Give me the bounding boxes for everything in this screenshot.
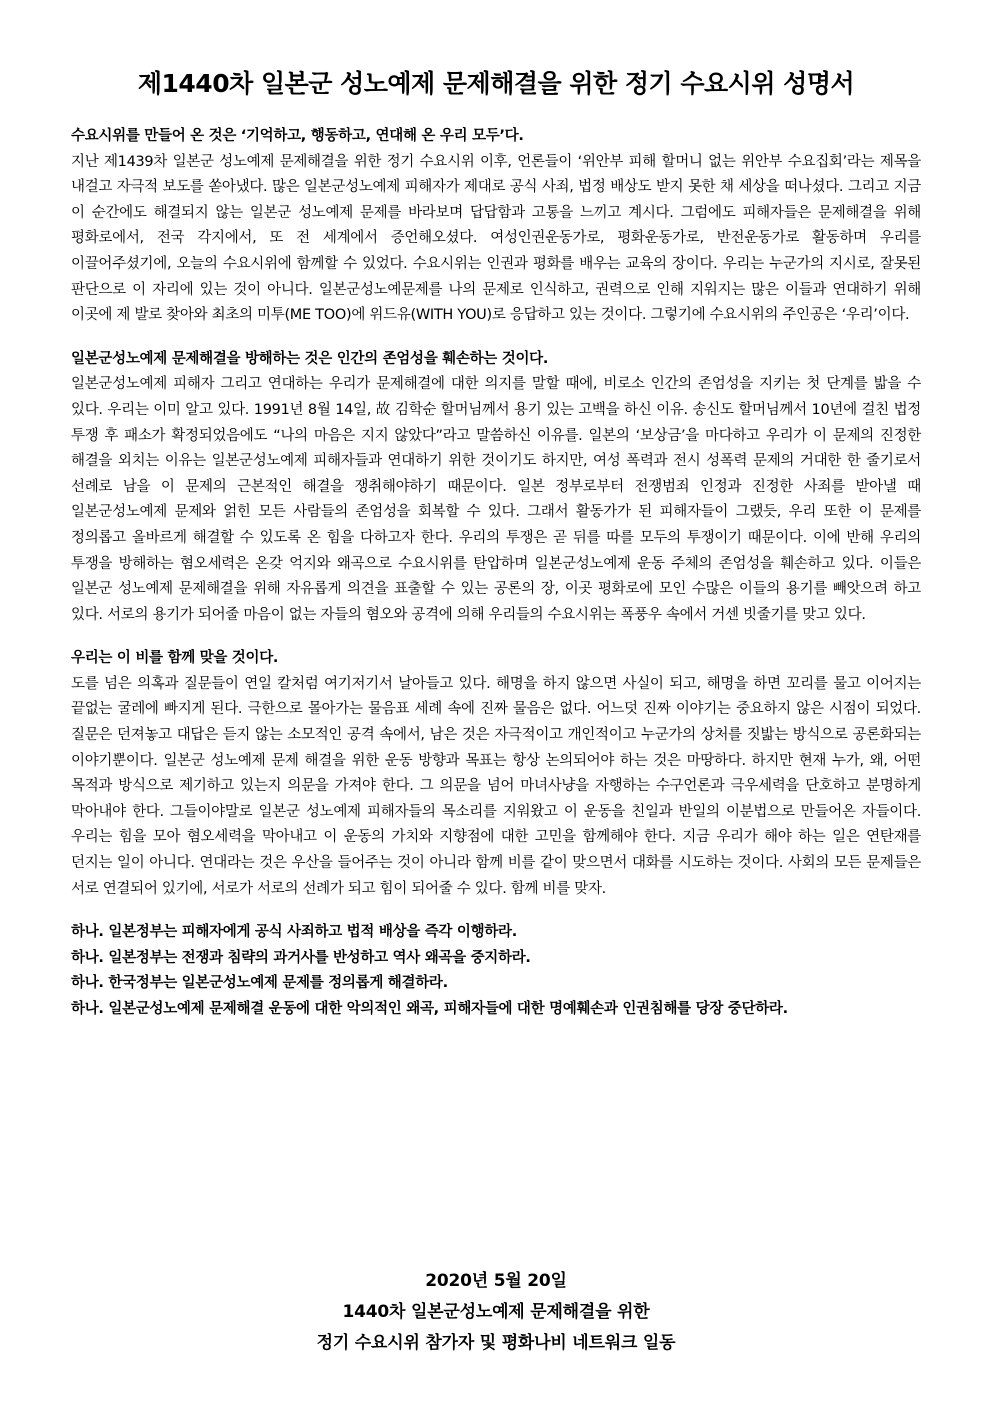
document-title: 제1440차 일본군 성노예제 문제해결을 위한 정기 수요시위 성명서 [137,69,855,98]
section-paragraph: 도를 넘은 의혹과 질문들이 연일 칼처럼 여기저기서 날아들고 있다. 해명을 하지 않으면 사실이 되고, 해명을 하면 꼬리를 물고 이어지는 끝없는 굴레에 빠지게 된다. 극한으로 몰아가는 물음표 세례 속에 진짜 물음은 없다. 어느덧 진짜 이야기는 중요하지 않은 시점이 되었다. 질문은 던져놓고 대답은 듣지 않는 소모적인 공격 속에서, 남은 것은 자극적이고 개인적이고 누군가의 상처를 짓밟는 방식으로 공론화되는 이야기뿐이다. 일본군 성노예제 문제 해결을 위한 운동 방향과 목표는 항상 논의되어야 하는 것은 마땅하다. 하지만 현재 누가, 왜, 어떤 목적과 방식으로 제기하고 있는지 의문을 가져야 한다. 그 의문을 넘어 마녀사냥을 자행하는 수구언론과 극우세력을 단호하고 분명하게 막아내야 한다. 그들이야말로 일본군 성노예제 피해자들의 목소리를 지워왔고 이 운동을 친일과 반일의 이분법으로 만들어온 자들이다. 우리는 힘을 모아 혐오세력을 막아내고 이 운동의 가치와 지향점에 대한 고민을 함께해야 한다. 지금 우리가 해야 하는 일은 연탄재를 던지는 일이 아니다. 연대라는 것은 우산을 들어주는 것이 아니라 함께 비를 같이 맞으면서 대화를 시도하는 것이다. 사회의 모든 문제들은 서로 연결되어 있기에, 서로가 서로의 선례가 되고 힘이 되어줄 수 있다. 함께 비를 맞자. [71,675,921,897]
section-paragraph: 일본군성노예제 피해자 그리고 연대하는 우리가 문제해결에 대한 의지를 말할 때에, 비로소 인간의 존엄성을 지키는 첫 단계를 밟을 수 있다. 우리는 이미 알고 있다. 1991년 8월 14일, 故 김학순 할머님께서 용기 있는 고백을 하신 이유. 송신도 할머님께서 10년에 걸친 법정 투쟁 후 패소가 확정되었음에도 “나의 마음은 지지 않았다”라고 말씀하신 이유를. 일본의 ‘보상금’을 마다하고 우리가 이 문제의 진정한 해결을 외치는 이유는 일본군성노예제 피해자들과 연대하기 위한 것이기도 하지만, 여성 폭력과 전시 성폭력 문제의 거대한 한 줄기로서 선례로 남을 이 문제의 근본적인 해결을 쟁취해야하기 때문이다. 일본 정부로부터 전쟁범죄 인정과 진정한 사죄를 받아낼 때 일본군성노예제 문제와 얽힌 모든 사람들의 존엄성을 회복할 수 있다. 그래서 활동가가 된 피해자들이 그랬듯, 우리 또한 이 문제를 정의롭고 올바르게 해결할 수 있도록 온 힘을 다하고자 한다. 우리의 투쟁은 곧 뒤를 따를 모두의 투쟁이기 때문이다. 이에 반해 우리의 투쟁을 방해하는 혐오세력은 온갖 억지와 왜곡으로 수요시위를 탄압하며 일본군성노예제 운동 주체의 존엄성을 훼손하고 있다. 이들은 일본군 성노예제 문제해결을 위해 자유롭게 의견을 표출할 수 있는 공론의 장, 이곳 평화로에 모인 수많은 이들의 용기를 빼앗으려 하고 있다. 서로의 용기가 되어줄 마음이 없는 자들의 혐오와 공격에 의해 우리들의 수요시위는 폭풍우 속에서 거센 빗줄기를 맞고 있다. [71,376,921,623]
section-dignity [71,347,921,629]
section-heading: 일본군성노예제 문제해결을 방해하는 것은 인간의 존엄성을 훼손하는 것이다. [71,350,549,367]
section-heading: 우리는 이 비를 함께 맞을 것이다. [71,650,279,667]
signature-date: 2020년 5월 20일 [425,1271,567,1291]
section-paragraph: 지난 제1439차 일본군 성노예제 문제해결을 위한 정기 수요시위 이후, 언론들이 ‘위안부 피해 할머니 없는 위안부 수요집회’라는 제목을 내걸고 자극적 보도를 쏟아냈다. 많은 일본군성노예제 피해자가 제대로 공식 사죄, 법정 배상도 받지 못한 채 세상을 떠나셨다. 그리고 지금 이 순간에도 해결되지 않는 일본군 성노예제 문제를 바라보며 답답함과 고통을 느끼고 계시다. 그럼에도 피해자들은 문제해결을 위해 평화로에서, 전국 각지에서, 또 전 세계에서 증언해오셨다. 여성인권운동가로, 평화운동가로, 반전운동가로 활동하며 우리를 이끌어주셨기에, 오늘의 수요시위에 함께할 수 있었다. 수요시위는 인권과 평화를 배우는 교육의 장이다. 우리는 누군가의 지시로, 잘못된 판단으로 이 자리에 있는 것이 아니다. 일본군성노예문제를 나의 문제로 인식하고, 권력으로 인해 지워지는 많은 이들과 연대하기 위해 이곳에 제 발로 찾아와 최초의 미투(ME TOO)에 위드유(WITH YOU)로 응답하고 있는 것이다. 그렇기에 수요시위의 주인공은 ‘우리’이다. [71,153,921,324]
demand-item: 하나. 한국정부는 일본군성노예제 문제를 정의롭게 해결하라. [71,975,448,992]
section-memory [71,124,921,329]
demands-list [71,920,921,1022]
section-heading: 수요시위를 만들어 온 것은 ‘기억하고, 행동하고, 연대해 온 우리 모두’다. [71,128,524,144]
signature-block [40,1266,952,1359]
statement-body [71,124,921,1023]
demand-item: 하나. 일본정부는 전쟁과 침략의 과거사를 반성하고 역사 왜곡을 중지하라. [71,949,531,966]
demand-item: 하나. 일본군성노예제 문제해결 운동에 대한 악의적인 왜곡, 피해자들에 대한 명예훼손과 인권침해를 당장 중단하라. [71,1001,788,1017]
demand-item: 하나. 일본정부는 피해자에게 공식 사죄하고 법적 배상을 즉각 이행하라. [71,924,517,941]
section-rain [71,646,921,902]
signature-line-2: 정기 수요시위 참가자 및 평화나비 네트워크 일동 [316,1333,676,1353]
signature-line-1: 1440차 일본군성노예제 문제해결을 위한 [342,1302,650,1322]
